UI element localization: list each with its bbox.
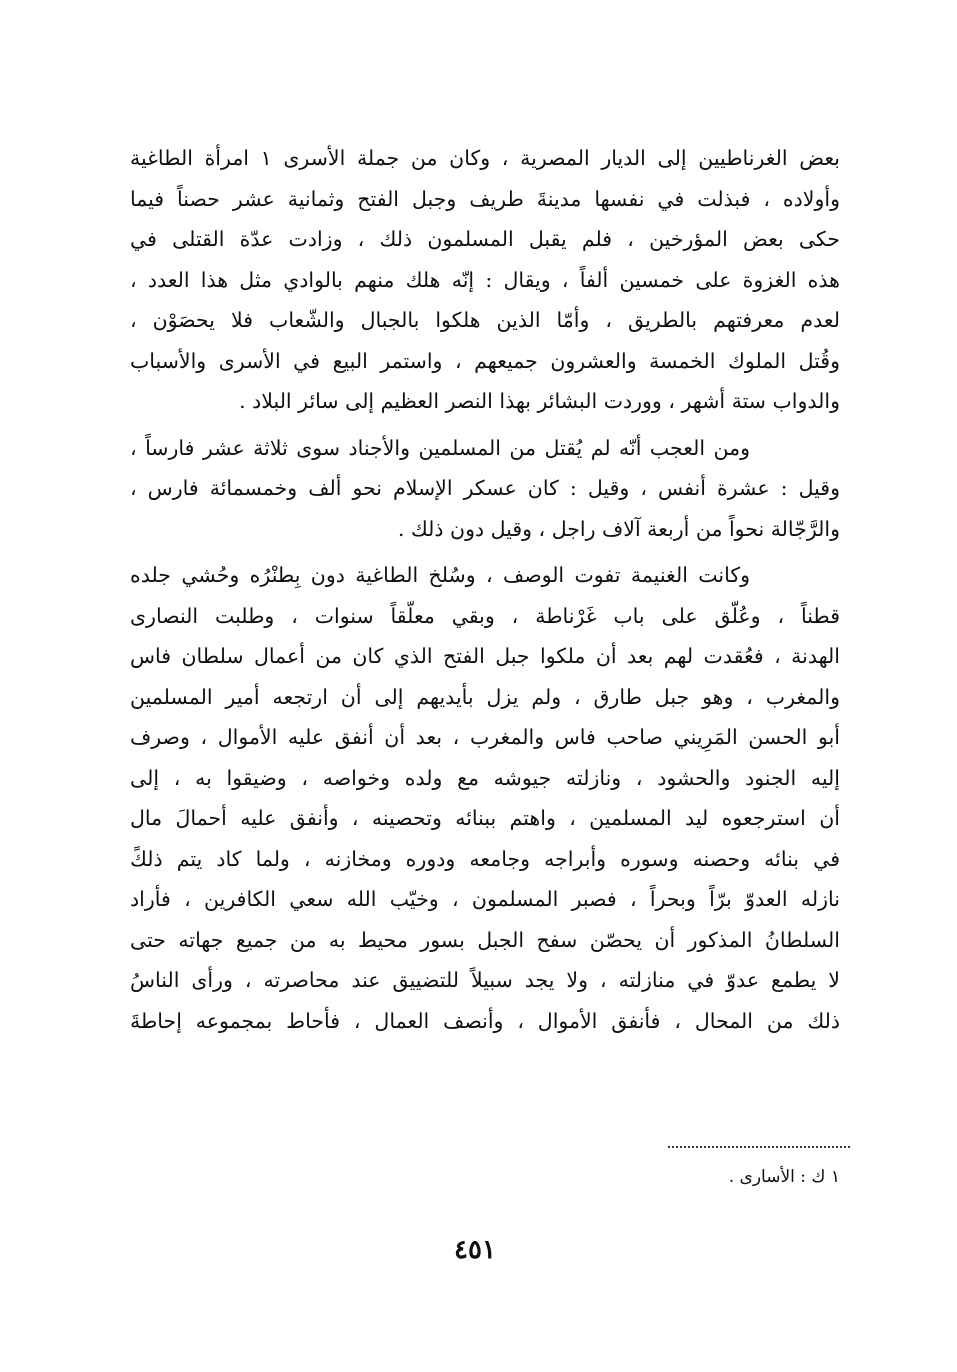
text-line: والرَّجّالة نحواً من أربعة آلاف راجل ، وقيل دون ذلك . [397, 516, 840, 541]
text-line: أبو الحسن المَرِيني صاحب فاس والمغرب ، بعد أن أنفق عليه الأموال ، وصرف [130, 725, 840, 749]
text-line: لا يطمع عدوّ في منازلته ، ولا يجد سبيلاً للتضييق عند محاصرته ، ورأى الناسُ [130, 968, 840, 992]
text-line: حكى بعض المؤرخين ، فلم يقبل المسلمون ذلك ، وزادت عدّة القتلى في [130, 227, 840, 251]
text-line: وأولاده ، فبذلت في نفسها مدينةَ طريف وجبل الفتح وثمانية عشر حصناً فيما [130, 186, 840, 211]
text-line: أن استرجعوه ليد المسلمين ، واهتم ببنائه وتحصينه ، وأنفق عليه أحمالَ مال [130, 806, 840, 830]
text-line: إليه الجنود والحشود ، ونازلته جيوشه مع ولده وخواصه ، وضيقوا به ، إلى [130, 765, 840, 790]
text-line: وقُتل الملوك الخمسة والعشرون جميعهم ، واستمر البيع في الأسرى والأسباب [130, 348, 840, 373]
text-line: في بنائه وحصنه وسوره وأبراجه وجامعه ودوره ومخازنه ، ولما كاد يتم ذلكً [130, 846, 840, 871]
paragraph-1 [130, 138, 840, 422]
footnote-divider [668, 1146, 850, 1148]
paragraph-3 [130, 555, 840, 1041]
text-line: السلطانُ المذكور أن يحصّن سفح الجبل بسور محيط به من جميع جهاته حتى [130, 927, 840, 952]
text-line: نازله العدوّ برّاً وبحراً ، فصبر المسلمون ، وخيّب الله سعي الكافرين ، فأراد [130, 887, 840, 911]
text-line: قطناً ، وعُلّق على باب غَرْناطة ، وبقي معلّقاً سنوات ، وطلبت النصارى [130, 603, 840, 628]
paragraph-2 [130, 428, 840, 550]
text-line: لعدم معرفتهم بالطريق ، وأمّا الذين هلكوا بالجبال والشّعاب فلا يحصَوْن ، [130, 308, 840, 332]
body-text [130, 138, 840, 1047]
text-line: والدواب ستة أشهر ، ووردت البشائر بهذا النصر العظيم إلى سائر البلاد . [239, 389, 840, 413]
page-number: ٤٥١ [454, 1235, 496, 1265]
text-line: بعض الغرناطيين إلى الديار المصرية ، وكان من جملة الأسرى ١ امرأة الطاغية [130, 146, 840, 170]
text-line: وقيل : عشرة أنفس ، وقيل : كان عسكر الإسلام نحو ألف وخمسمائة فارس ، [130, 476, 840, 500]
text-line: الهدنة ، فعُقدت لهم بعد أن ملكوا جبل الفتح الذي كان من أعمال سلطان فاس [130, 644, 840, 668]
footnote: ١ ك : الأسارى . [728, 1167, 840, 1187]
text-line: ومن العجب أنّه لم يُقتل من المسلمين والأجناد سوى ثلاثة عشر فارساً ، [130, 435, 750, 460]
text-line: ذلك من المحال ، فأنفق الأموال ، وأنصف العمال ، فأحاط بمجموعه إحاطةَ [130, 1008, 840, 1033]
text-line: هذه الغزوة على خمسين ألفاً ، ويقال : إنّه هلك منهم بالوادي مثل هذا العدد ، [130, 267, 840, 292]
text-line: وكانت الغنيمة تفوت الوصف ، وسُلخ الطاغية دون بِطنْرُه وحُشي جلده [130, 563, 750, 587]
text-line: والمغرب ، وهو جبل طارق ، ولم يزل بأيديهم إلى أن ارتجعه أمير المسلمين [130, 684, 840, 709]
